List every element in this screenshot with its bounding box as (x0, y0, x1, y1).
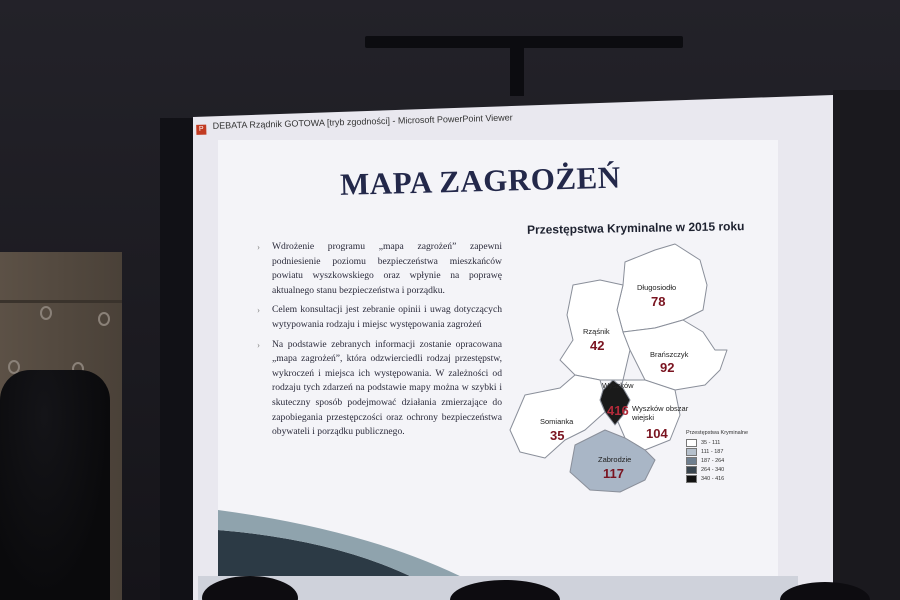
window-title: DEBATA Rządnik GOTOWA [tryb zgodności] - Microsoft PowerPoint Viewer (212, 112, 513, 131)
region-value-zabrodzie: 117 (603, 466, 624, 481)
region-label-wyszkow: Wyszków (602, 381, 634, 390)
legend-item (686, 447, 748, 456)
bullet-marker-icon: › (257, 305, 260, 316)
screen-frame-right (833, 90, 900, 600)
bullet-marker-icon: › (257, 339, 260, 350)
powerpoint-icon: P (196, 125, 206, 135)
legend-swatch (686, 439, 697, 447)
map-title: Przestępstwa Kryminalne w 2015 roku (526, 219, 745, 237)
bullet-item (257, 240, 502, 298)
region-value-branszczyk: 92 (660, 360, 675, 375)
legend-swatch (686, 457, 697, 465)
region-label-zabrodzie: Zabrodzie (598, 455, 632, 464)
legend-title: Przestępstwa Kryminalne (686, 430, 749, 436)
bullet-text: Celem konsultacji jest zebranie opinii i uwag dotyczących wytypowania rodzaju i miejsc występowania zagrożeń (272, 304, 502, 330)
bullet-item (257, 303, 502, 332)
legend-label: 264 - 340 (701, 466, 725, 473)
ceiling-projector-mount (510, 44, 524, 96)
region-value-wyszkow: 416 (607, 403, 629, 418)
bullet-marker-icon: › (257, 242, 260, 252)
slide-title: MAPA ZAGROŻEŃ (339, 159, 622, 202)
legend-label: 187 - 264 (701, 457, 725, 464)
legend-swatch (686, 448, 697, 456)
region-value-dlugosiodlo: 78 (651, 294, 666, 309)
slide-bullet-list (257, 240, 502, 445)
bullet-text: Na podstawie zebranych informacji zostanie opracowana „mapa zagrożeń”, która odzwierciedli rodzaj przestępstw, wykroczeń i miejsca ich występowania. W zależności od rodzaju tych zdarzeń na podstawie mapy można w szybki i skuteczny sposób podejmować działania zmierzające do zapobiegania przestępczości oraz ochrony bezpieczeństwa obywateli i porządku publicznego. (272, 338, 502, 438)
legend-label: 111 - 187 (701, 448, 724, 455)
coat-hook (98, 312, 110, 326)
legend-swatch (686, 475, 697, 483)
region-label-wyszkow-wiejski: Wyszków obszar wiejski (632, 404, 689, 422)
legend-label: 35 - 111 (701, 439, 721, 446)
bullet-item (257, 338, 502, 440)
region-label-rzasnik: Rząśnik (583, 327, 610, 336)
bullet-text: Wdrożenie programu „mapa zagrożeń” zapewni podniesienie poziomu bezpieczeństwa mieszkańców powiatu wyszkowskiego oraz wpłynie na poprawę aktualnego stanu bezpieczeństwa i porządku. (272, 241, 502, 296)
audience-heads (0, 560, 900, 600)
map-legend (686, 430, 748, 483)
region-value-somianka: 35 (550, 428, 565, 443)
legend-swatch (686, 466, 697, 474)
region-value-wyszkow-wiejski: 104 (646, 426, 668, 441)
cabinet-shelf (0, 300, 122, 303)
ceiling-projector-rail (365, 36, 683, 48)
legend-label: 340 - 416 (701, 475, 725, 482)
legend-item (686, 456, 748, 465)
region-label-branszczyk: Brańszczyk (650, 350, 689, 359)
coat-hook (40, 306, 52, 320)
region-label-somianka: Somianka (540, 417, 574, 426)
region-value-rzasnik: 42 (590, 338, 605, 353)
region-label-dlugosiodlo: Długosiodło (637, 283, 677, 292)
legend-item (686, 465, 748, 474)
legend-item (686, 438, 748, 447)
legend-item (686, 474, 748, 483)
